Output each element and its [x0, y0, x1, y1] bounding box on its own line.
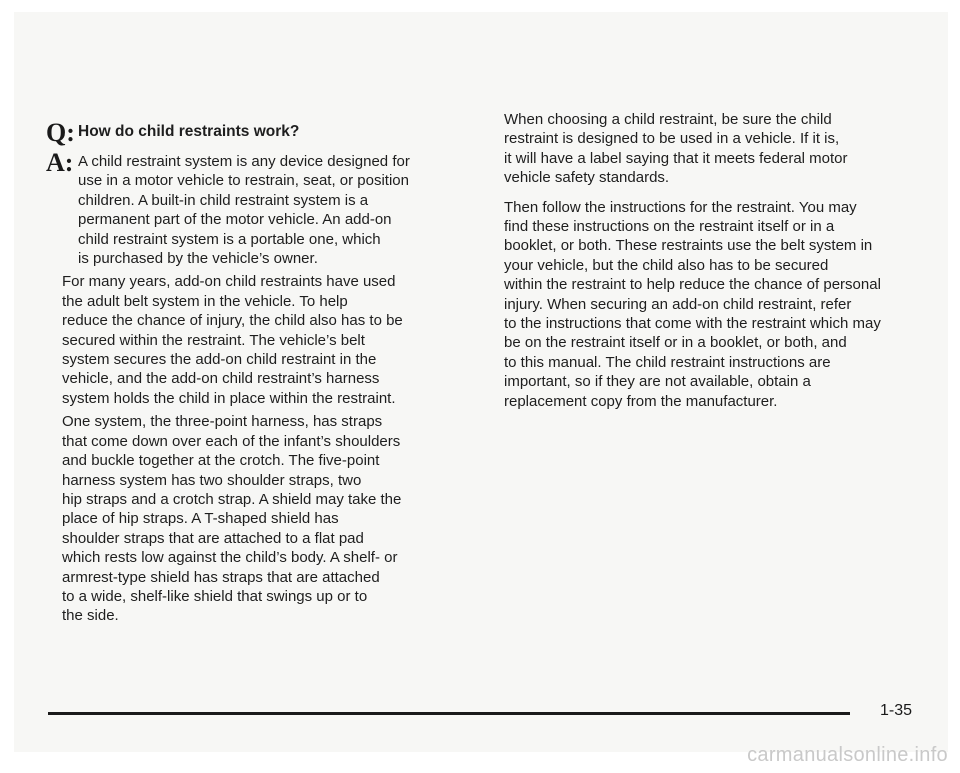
paragraph-follow-instructions: Then follow the instructions for the restraint. You may find these instructions on the restraint itself or in a booklet, or both. These restraints use the belt system in your vehicle, but the child also has to be secured within the restraint to help reduce the chance of personal injury. When securing an add-on child restraint, refer to the instructions that come with the restraint which may be on the restraint itself or in a booklet, or both, and to this manual. The child restraint instructions are important, so if they are not available, obtain a replacement copy from the manufacturer. [504, 198, 881, 410]
question-block [46, 118, 472, 147]
paragraph-harness-types: One system, the three-point harness, has straps that come down over each of the infant’s shoulders and buckle together at the crotch. The five-point harness system has two shoulder straps, two hip straps and a crotch strap. A shield may take the place of hip straps. A T-shaped shield has shoulder straps that are attached to a flat pad which rests low against the child’s body. A shelf- or armrest-type shield has straps that are attached to a wide, shelf-like shield that swings up or to the side. [62, 413, 402, 625]
answer-text: A child restraint system is any device designed for use in a motor vehicle to restrain, seat, or position children. A built-in child restraint system is a permanent part of the motor vehicle. An add-on child restraint system is a portable one, which is purchased by the vehicle’s owner. [78, 153, 410, 268]
right-column [504, 110, 924, 415]
paragraph-choosing-restraint: When choosing a child restraint, be sure the child restraint is designed to be used in a vehicle. If it is, it will have a label saying that it meets federal motor vehicle safety standards. [504, 111, 848, 187]
page-number: 1-35 [880, 702, 913, 719]
footer-rule [48, 712, 850, 715]
left-column [46, 118, 472, 630]
paragraph-belt-system: For many years, add-on child restraints have used the adult belt system in the vehicle. To help reduce the chance of injury, the child also has to be secured within the restraint. The vehicle’s belt system secures the add-on child restraint in the vehicle, and the add-on child restraint’s harness system holds the child in place within the restraint. [62, 273, 403, 407]
answer-marker: A: [46, 148, 74, 177]
watermark: carmanualsonline.info [747, 744, 948, 766]
answer-block [46, 148, 472, 268]
question-text: How do child restraints work? [78, 123, 300, 140]
manual-page [14, 12, 948, 752]
question-marker: Q: [46, 118, 75, 147]
